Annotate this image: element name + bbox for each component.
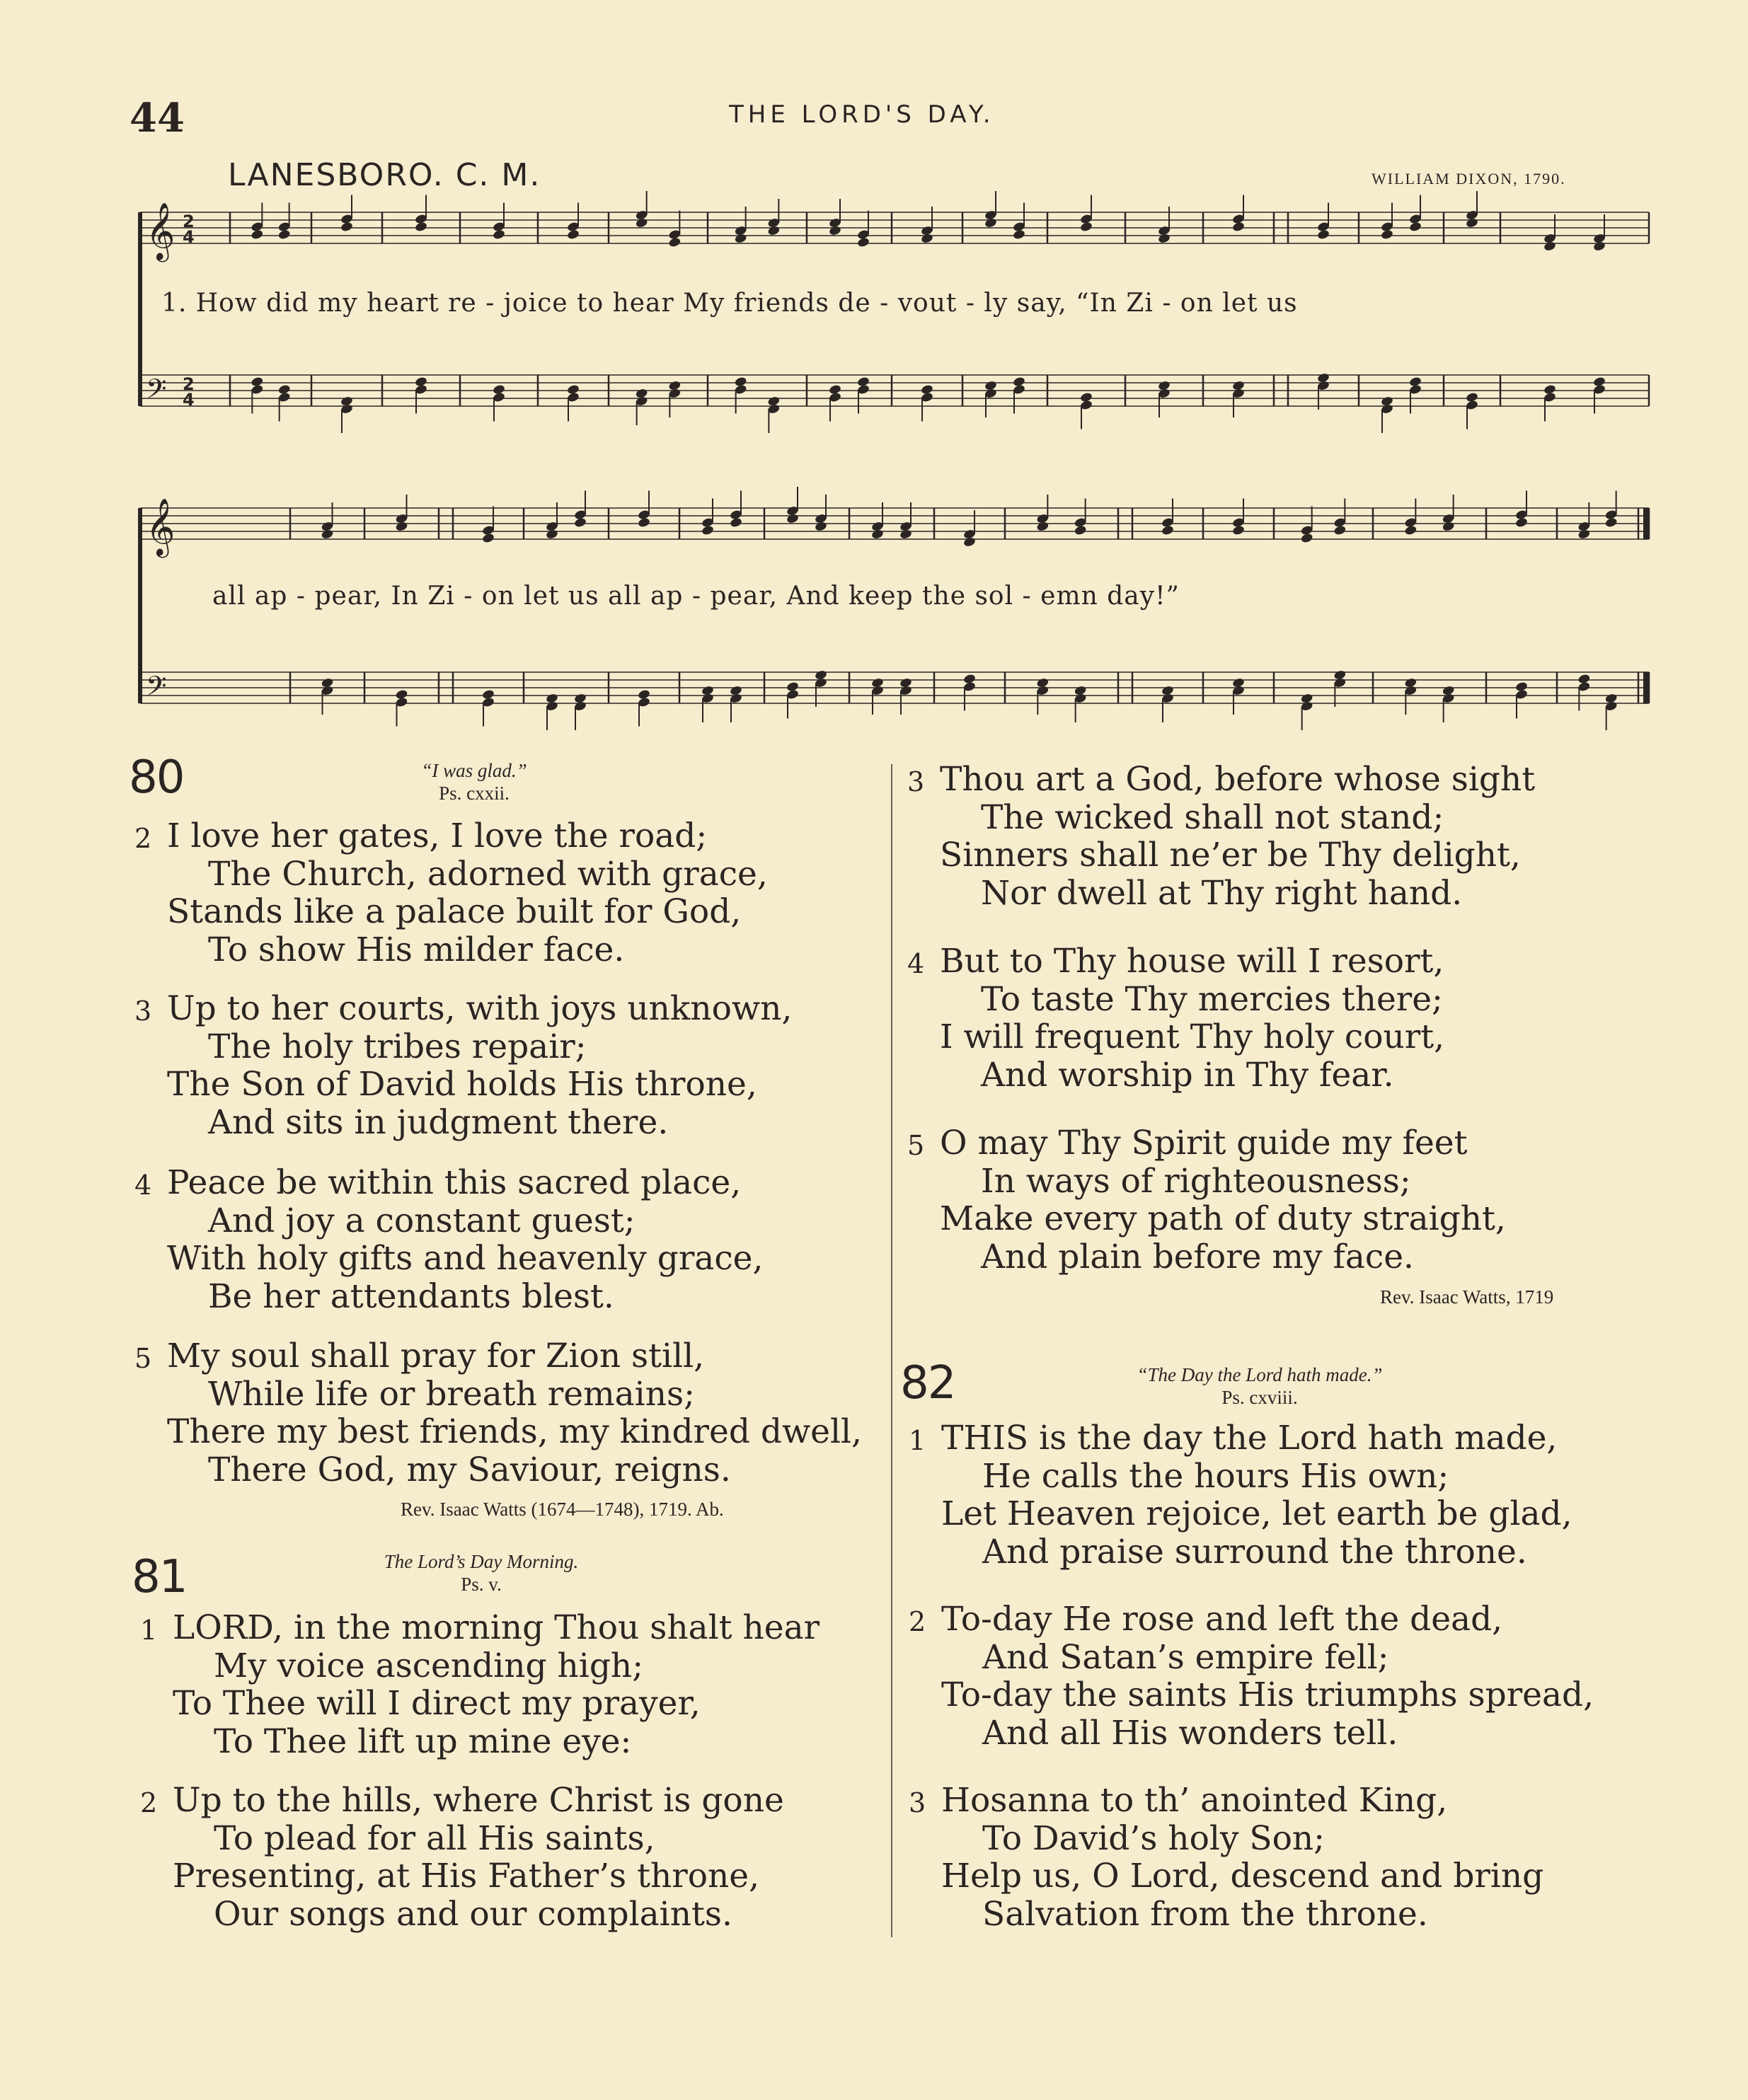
stanza-line: With holy gifts and heavenly grace, bbox=[167, 1239, 764, 1278]
stanza-number: 5 bbox=[134, 1343, 152, 1374]
stanza-82-3 bbox=[909, 1781, 1544, 1934]
time-signature: 4 bbox=[183, 227, 195, 247]
stanza-line: To-day He rose and left the dead, bbox=[941, 1600, 1503, 1639]
tune-composer: WILLIAM DIXON, 1790. bbox=[1372, 170, 1566, 188]
bass-clef: 𝄢 bbox=[146, 670, 167, 708]
stanza-line: And sits in judgment there. bbox=[208, 1102, 669, 1142]
lyrics-line-2: all ap - pear, In Zi - on let us all ap - pear, And keep the sol - emn day!” bbox=[212, 582, 1180, 611]
stanza-line: Be her attendants blest. bbox=[208, 1276, 614, 1316]
hymn-ref-82: Ps. cxviii. bbox=[1221, 1387, 1298, 1408]
hymn-ref-80: Ps. cxxii. bbox=[439, 783, 510, 804]
note-head bbox=[1515, 517, 1529, 529]
tune-name: LANESBORO. C. M. bbox=[228, 157, 541, 193]
stanza-line: While life or breath remains; bbox=[208, 1374, 695, 1414]
stanza-80-2 bbox=[134, 817, 768, 969]
note-head bbox=[1300, 533, 1313, 544]
attribution-80: Rev. Isaac Watts (1674—1748), 1719. Ab. bbox=[401, 1499, 724, 1520]
stanza-line: And all His wonders tell. bbox=[982, 1713, 1398, 1753]
stanza-line: I love her gates, I love the road; bbox=[167, 817, 708, 855]
stanza-80-3 bbox=[134, 989, 793, 1142]
stanza-number: 5 bbox=[907, 1130, 925, 1161]
note-head bbox=[395, 521, 408, 532]
treble-clef: 𝄞 bbox=[146, 202, 176, 260]
hymn-number-82: 82 bbox=[900, 1357, 955, 1409]
stanza-line: And praise surround the throne. bbox=[982, 1532, 1527, 1571]
note-head bbox=[574, 517, 587, 529]
note-head bbox=[701, 525, 715, 536]
hymn-title-81: The Lord’s Day Morning. bbox=[384, 1551, 579, 1572]
stanza-line: Sinners shall ne’er be Thy delight, bbox=[940, 836, 1521, 875]
note-head bbox=[567, 229, 580, 241]
stanza-line: The Son of David holds His throne, bbox=[167, 1065, 757, 1104]
treble-clef: 𝄞 bbox=[146, 497, 176, 555]
stanza-82-2 bbox=[909, 1600, 1594, 1753]
final-barline bbox=[1643, 672, 1648, 703]
stanza-line: Stands like a palace built for God, bbox=[167, 892, 742, 931]
note-head bbox=[815, 521, 828, 532]
hymn-number-80: 80 bbox=[129, 751, 184, 804]
bass-clef: 𝄢 bbox=[146, 373, 167, 411]
stanza-line: To-day the saints His triumphs spread, bbox=[941, 1675, 1594, 1714]
stanza-line: Let Heaven rejoice, let earth be glad, bbox=[941, 1494, 1572, 1533]
note-head bbox=[1409, 221, 1422, 233]
note-head bbox=[1543, 241, 1557, 252]
note-head bbox=[1158, 233, 1171, 244]
note-head bbox=[1317, 229, 1330, 241]
note-head bbox=[1036, 521, 1050, 532]
note-head bbox=[546, 529, 559, 540]
attribution-81: Rev. Isaac Watts, 1719 bbox=[1380, 1286, 1554, 1308]
stanza-line: Help us, O Lord, descend and bring bbox=[941, 1857, 1544, 1896]
stanza-line: My voice ascending high; bbox=[214, 1646, 644, 1685]
hymn-title-80: “I was glad.” bbox=[421, 760, 527, 781]
note-head bbox=[730, 517, 743, 529]
time-signature: 2 bbox=[183, 374, 195, 394]
stanza-line: Nor dwell at Thy right hand. bbox=[981, 873, 1463, 913]
note-head bbox=[251, 229, 264, 241]
note-head bbox=[415, 221, 428, 233]
stanza-line: The Church, adorned with grace, bbox=[208, 854, 768, 894]
note-head bbox=[871, 529, 885, 540]
stanza-line: O may Thy Spirit guide my feet bbox=[940, 1124, 1468, 1162]
stanza-80-5 bbox=[134, 1337, 862, 1489]
stanza-line: The holy tribes repair; bbox=[208, 1027, 587, 1066]
note-head bbox=[1232, 221, 1246, 233]
note-head bbox=[482, 533, 495, 544]
note-head bbox=[899, 529, 913, 540]
stanza-81-3 bbox=[907, 760, 1536, 913]
note-head bbox=[340, 221, 354, 233]
stanza-line: I will frequent Thy holy court, bbox=[940, 1017, 1445, 1056]
hymn-ref-81: Ps. v. bbox=[461, 1574, 502, 1595]
stanza-line: And joy a constant guest; bbox=[208, 1201, 636, 1240]
stanza-line: Peace be within this sacred place, bbox=[167, 1163, 742, 1202]
note-head bbox=[1593, 241, 1606, 252]
note-head bbox=[668, 237, 682, 248]
hymn-title-82: “The Day the Lord hath made.” bbox=[1137, 1364, 1383, 1385]
note-head bbox=[1404, 525, 1418, 536]
note-head bbox=[1466, 217, 1479, 229]
note-head bbox=[277, 229, 291, 241]
note-head bbox=[921, 233, 934, 244]
note-head bbox=[321, 529, 334, 540]
note-head bbox=[1333, 525, 1347, 536]
stanza-81-2 bbox=[140, 1781, 784, 1934]
stanza-number: 2 bbox=[909, 1606, 926, 1637]
note-head bbox=[1013, 229, 1026, 241]
note-head bbox=[857, 237, 870, 248]
time-signature: 2 bbox=[183, 212, 195, 231]
note-head bbox=[1604, 517, 1618, 529]
note-head bbox=[1232, 525, 1246, 536]
stanza-number: 4 bbox=[134, 1170, 152, 1201]
stanza-line: And Satan’s empire fell; bbox=[982, 1637, 1389, 1677]
stanza-line: To David’s holy Son; bbox=[982, 1818, 1325, 1858]
note-head bbox=[493, 229, 506, 241]
note-head bbox=[1161, 525, 1175, 536]
stanza-line: And worship in Thy fear. bbox=[981, 1055, 1394, 1095]
stanza-81-5 bbox=[907, 1124, 1506, 1276]
stanza-81-4 bbox=[907, 942, 1445, 1095]
lyrics-line-1: 1. How did my heart re - joice to hear My friends de - vout - ly say, “In Zi - on let us bbox=[161, 289, 1298, 318]
note-head bbox=[638, 517, 651, 529]
note-head bbox=[786, 513, 800, 524]
stanza-line: Up to the hills, where Christ is gone bbox=[173, 1781, 784, 1820]
note-head bbox=[734, 233, 747, 244]
note-head bbox=[1074, 525, 1087, 536]
note-head bbox=[984, 217, 998, 229]
column-divider bbox=[891, 764, 892, 1937]
note-head bbox=[1381, 229, 1394, 241]
stanza-line: To taste Thy mercies there; bbox=[981, 979, 1443, 1019]
stanza-80-4 bbox=[134, 1163, 764, 1316]
note-head bbox=[1442, 521, 1455, 532]
final-barline bbox=[1643, 508, 1648, 539]
stanza-line: Hosanna to th’ anointed King, bbox=[941, 1781, 1448, 1820]
stanza-line: He calls the hours His own; bbox=[982, 1456, 1449, 1496]
stanza-line: My soul shall pray for Zion still, bbox=[167, 1337, 705, 1375]
stanza-81-1 bbox=[140, 1608, 820, 1761]
stanza-line: Salvation from the throne. bbox=[982, 1894, 1428, 1934]
stanza-number: 2 bbox=[140, 1787, 158, 1818]
stanza-82-1 bbox=[909, 1419, 1572, 1571]
stanza-line: To Thee lift up mine eye: bbox=[214, 1721, 632, 1761]
stanza-number: 1 bbox=[140, 1615, 158, 1646]
note-head bbox=[829, 225, 842, 236]
stanza-number: 3 bbox=[907, 766, 925, 797]
stanza-line: There God, my Saviour, reigns. bbox=[208, 1450, 731, 1489]
stanza-number: 3 bbox=[134, 996, 152, 1027]
stanza-line: There my best friends, my kindred dwell, bbox=[167, 1412, 862, 1451]
stanza-number: 4 bbox=[907, 948, 925, 979]
stanza-line: Thou art a God, before whose sight bbox=[940, 760, 1536, 799]
stanza-line: To show His milder face. bbox=[208, 930, 625, 969]
running-head: THE LORD'S DAY. bbox=[729, 100, 995, 129]
note-head bbox=[1080, 221, 1093, 233]
note-head bbox=[963, 536, 977, 548]
stanza-line: In ways of righteousness; bbox=[981, 1161, 1411, 1201]
time-signature: 4 bbox=[183, 390, 195, 410]
stanza-line: Presenting, at His Father’s throne, bbox=[173, 1857, 760, 1896]
stanza-number: 1 bbox=[909, 1425, 926, 1456]
stanza-line: THIS is the day the Lord hath made, bbox=[941, 1419, 1558, 1458]
music-score bbox=[0, 0, 1748, 736]
stanza-line: LORD, in the morning Thou shalt hear bbox=[173, 1608, 820, 1647]
stanza-line: Up to her courts, with joys unknown, bbox=[167, 989, 793, 1028]
note-head bbox=[635, 217, 648, 229]
stanza-number: 2 bbox=[134, 823, 152, 854]
stanza-line: But to Thy house will I resort, bbox=[940, 942, 1444, 981]
hymn-number-81: 81 bbox=[132, 1551, 187, 1603]
note-head bbox=[1577, 529, 1591, 540]
stanza-line: Make every path of duty straight, bbox=[940, 1199, 1506, 1238]
stanza-number: 3 bbox=[909, 1787, 926, 1818]
note-head bbox=[767, 225, 781, 236]
stanza-line: To Thee will I direct my prayer, bbox=[173, 1684, 701, 1723]
stanza-line: Our songs and our complaints. bbox=[214, 1894, 732, 1934]
stanza-line: The wicked shall not stand; bbox=[981, 797, 1444, 837]
stanza-line: And plain before my face. bbox=[981, 1237, 1414, 1276]
page-number: 44 bbox=[130, 95, 185, 142]
stanza-line: To plead for all His saints, bbox=[214, 1818, 655, 1858]
